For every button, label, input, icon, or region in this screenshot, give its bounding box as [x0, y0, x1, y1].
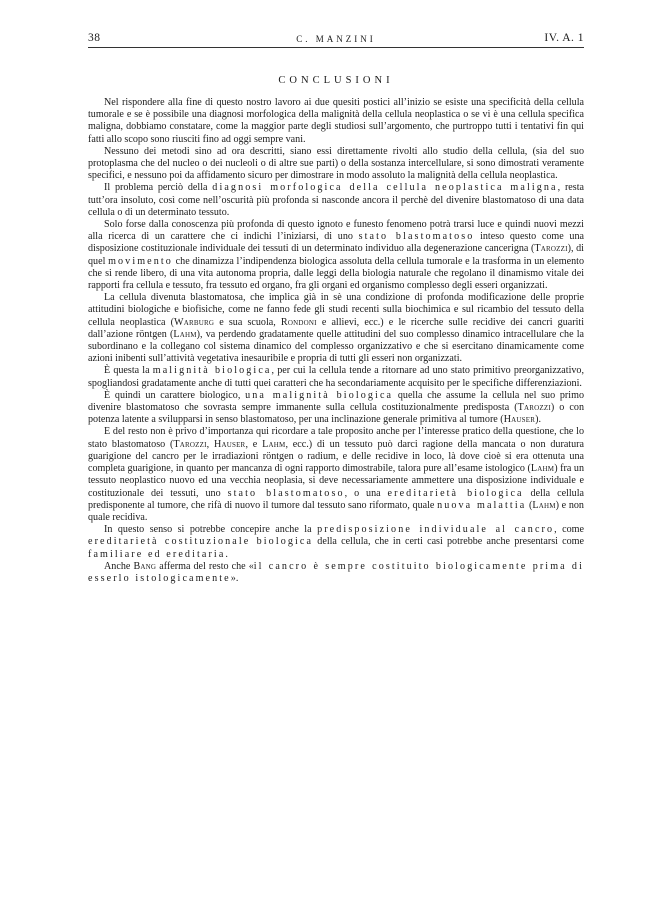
- author-name: Tarozzi: [517, 402, 551, 414]
- paragraph: [88, 146, 584, 183]
- text-run: , per cui la cellula tende a ritornare ad uno stato primitivo preorganizzativo, spogliandosi gradatamente anche di tutti quei caratteri che ha secondariamente acquisito per le specifiche differenziazioni.: [88, 365, 585, 389]
- text-run: ).: [535, 414, 542, 426]
- text-run: La cellula divenuta blastomatosa, che implica già in sè una condizione di profonda modificazione delle proprie attitudini biologiche e biofisiche, come ne fanno fede gli studi recenti sulla biochimica e sul ricambio del tessuto della cellula neoplastica (: [88, 292, 584, 328]
- author-name: Lahm: [262, 438, 286, 450]
- text-run: ) o con potenza latente a svilupparsi in senso blastomatoso, per una inclinazione generale primitiva al tumore (: [88, 402, 584, 426]
- text-run: , come: [554, 524, 584, 536]
- author-name: Hauser: [503, 414, 536, 426]
- text-run: inteso questo come una disposizione costituzionale individuale dei tessuti di un determinato individuo alla degenerazione cancerigna (: [88, 231, 584, 255]
- emphasis-text: ereditarietà costituzionale biologica: [88, 536, 314, 548]
- author-name: Lahm: [173, 328, 197, 340]
- paragraph: [88, 426, 584, 524]
- paragraph: [88, 365, 584, 389]
- text-run: Il problema perciò della: [104, 182, 213, 194]
- author-name: Lahm: [530, 463, 555, 475]
- paragraph: [88, 219, 584, 292]
- paragraph: [88, 524, 584, 561]
- emphasis-text: familiare ed ereditaria: [88, 548, 226, 560]
- text-run: ) fra un tessuto neoplastico nuovo ed una vecchia neoplasia, si deve necessariamente ammettere una disposizione individuale e costituzionale dei tessuti, uno: [88, 463, 584, 499]
- author-name: Tarozzi: [534, 243, 568, 255]
- paragraph: [88, 390, 584, 427]
- text-run: , ecc.) di un tessuto può darci ragione della mancata o non duratura guarigione del cancro per le irradiazioni röntgen o radium, e delle recidive in loco, là dove cioè si era ottenuta una completa guarigione, in quanto per mancanza di ogni rapporto dimostrabile, talora pure all’esame istologico (: [88, 438, 584, 475]
- paragraph: [88, 292, 584, 365]
- author-name: Rondoni: [280, 316, 317, 328]
- text-run: ), va perdendo gradatamente quelle attitudini del suo complesso dinamico intracellulare che la subordinano e la collegano col sistema dinamico del complesso organizzativo e che si esercitano dinamicamente come azioni inibenti sull’attività vegetativa inesauribile e propria di tutti gli esseri non organizzati.: [88, 328, 585, 365]
- author-name: Bang: [133, 560, 157, 572]
- running-head: [88, 32, 584, 48]
- text-run: , resta tutt’ora insoluto, così come nell’oscurità più profonda si nasconde ancora il perchè del divenire blastomatoso di una data cellula o di un determinato tessuto.: [88, 182, 584, 218]
- text-run: e sua scuola,: [214, 316, 281, 328]
- text-run: Nel rispondere alla fine di questo nostro lavoro ai due quesiti postici all’inizio se esiste una specificità della cellula tumorale e se è possibile una diagnosi morfologica della malignità della cellula neoplastica o se vi è una cellula specifica maligna, dobbiamo constatare, come la maggior parte degli studiosi sull’argomento, che purtroppo tutti i tentativi fin qui fatti allo scopo sono riusciti fino ad oggi sempre vani.: [88, 97, 584, 145]
- header-rule: [88, 47, 584, 48]
- paragraph: [88, 561, 584, 585]
- text-run: È questa la: [104, 365, 153, 377]
- author-name: Tarozzi: [173, 438, 207, 450]
- text-run: Nessuno dei metodi sino ad ora descritti, siano essi direttamente rivolti allo studio della cellula, (sia del suo protoplasma che del nucleo o dei nucleoli o di altre sue parti) o della sostanza intercellulare, si sono dimostrati veramente specifici, e nessuno poi da affidamento sicuro per dimostrare in modo assoluto la malignità della cellula neoplastica.: [88, 145, 584, 182]
- text-run: della cellula predisponente al tumore, che rifà di nuovo il tumore dal tessuto sano riformato, quale: [88, 487, 584, 511]
- author-name: Lahm: [532, 499, 556, 511]
- text-run: (: [526, 499, 533, 511]
- text-run: , o una: [344, 487, 388, 499]
- text-run: , e: [245, 438, 263, 450]
- text-run: ) e non quale recidiva.: [88, 499, 584, 523]
- emphasis-text: malignità biologica: [152, 365, 272, 377]
- text-run: della cellula, che in certi casi potrebbe anche presentarsi come: [313, 536, 584, 548]
- text-run: quella che assume la cellula nel suo primo divenire blastomatoso che sovrasta sempre immanente sulla cellula costituzionalmente predisposta (: [88, 389, 584, 414]
- author-name: Hauser: [213, 438, 246, 450]
- section-number: IV. A. 1: [544, 32, 584, 44]
- emphasis-text: una malignità biologica: [245, 389, 394, 401]
- emphasis-text: predisposizione individuale al cancro: [317, 524, 555, 536]
- page-number: 38: [88, 32, 101, 44]
- text-run: Solo forse dalla conoscenza più profonda di questo ignoto e funesto fenomeno potrà trarsi luce e quindi nuovi mezzi alla ricerca di un carattere che ci indichi l’iniziarsi, di uno: [88, 219, 584, 243]
- emphasis-text: stato blastomatoso: [358, 231, 475, 243]
- body-text: [88, 97, 584, 585]
- text-run: che dinamizza l’indipendenza biologica assoluta della cellula tumorale e la trasforma in un elemento che si rende libero, di una vita autonoma propria, dalle leggi della biologia naturale che regolano il dinamismo vitale dei rapporti fra cellula e tessuto, fra tessuto ed organo, fra gli organi ed organismo complesso degli esseri organizzati.: [88, 255, 584, 292]
- section-title: CONCLUSIONI: [278, 75, 394, 86]
- paragraph: [88, 182, 584, 219]
- emphasis-text: stato blastomatoso: [227, 487, 345, 499]
- text-run: Anche: [104, 560, 134, 572]
- emphasis-text: diagnosi morfologica della cellula neoplastica maligna: [212, 182, 558, 194]
- emphasis-text: ereditarietà biologica: [387, 487, 524, 499]
- emphasis-text: movimento: [108, 255, 173, 267]
- paragraph: [88, 97, 584, 146]
- emphasis-text: il cancro è sempre costituito biologicamente prima di esserlo istologicamente: [88, 560, 584, 584]
- text-run: afferma del resto che «: [156, 560, 254, 572]
- emphasis-text: nuova malattia: [437, 499, 527, 511]
- text-run: ,: [206, 438, 214, 450]
- text-run: E del resto non è privo d’importanza qui ricordare a tale proposito anche per l’interesse pratico della questione, che lo stato blastomatoso (: [88, 426, 584, 450]
- text-run: e allievi, ecc.) e le ricerche sulle recidive dei cancri guariti dall’azione röntgen (: [88, 316, 584, 340]
- author-name: Warburg: [173, 316, 215, 328]
- text-run: In questo senso si potrebbe concepire anche la: [104, 524, 318, 536]
- text-run: .: [225, 548, 228, 560]
- text-run: ».: [230, 572, 239, 584]
- text-run: ), di quel: [88, 243, 584, 267]
- text-run: È quindi un carattere biologico,: [104, 389, 246, 401]
- running-head-author: C. MANZINI: [296, 34, 376, 44]
